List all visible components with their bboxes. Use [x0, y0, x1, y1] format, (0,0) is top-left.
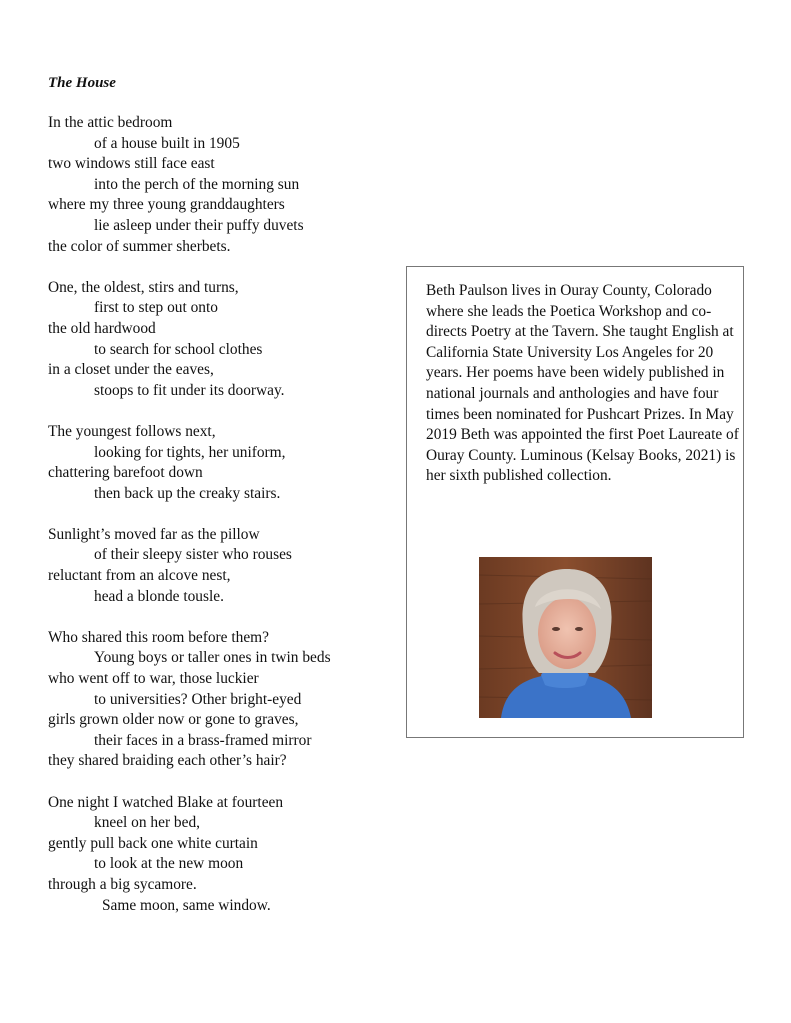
- stanza: [48, 113, 388, 257]
- poem-line: Same moon, same window.: [102, 896, 271, 914]
- stanza: [48, 278, 388, 402]
- poem-line: to look at the new moon: [94, 855, 244, 873]
- poem-title: The House: [48, 75, 116, 91]
- stanza: [48, 422, 388, 504]
- stanza: [48, 525, 388, 607]
- poem-line: where my three young granddaughters: [48, 196, 285, 214]
- author-bio-box: [406, 266, 744, 738]
- stanza: [48, 793, 388, 917]
- poem-line: One night I watched Blake at fourteen: [48, 793, 284, 811]
- poem-line: Who shared this room before them?: [48, 628, 269, 646]
- poem-line: through a big sycamore.: [48, 875, 197, 893]
- poem-line: they shared braiding each other’s hair?: [48, 752, 287, 770]
- poem-line: stoops to fit under its doorway.: [94, 381, 285, 399]
- poem-line: gently pull back one white curtain: [48, 834, 258, 852]
- poem-line: to universities? Other bright-eyed: [94, 690, 302, 708]
- poem-line: chattering barefoot down: [48, 464, 203, 482]
- stanza: [48, 628, 388, 772]
- author-bio-text: Beth Paulson lives in Ouray County, Colorado where she leads the Poetica Workshop and co-directs Poetry at the Tavern. She taught English at California State University Los Angeles for 20 years. Her poems have been widely published in national journals and anthologies and have four times been nominated for Pushcart Prizes. In May 2019 Beth was appointed the first Poet Laureate of Ouray County. Luminous (Kelsay Books, 2021) is her sixth published collection.: [426, 282, 739, 485]
- poem-line: into the perch of the morning sun: [94, 175, 300, 193]
- poem-line: kneel on her bed,: [94, 814, 200, 832]
- poem-line: first to step out onto: [94, 299, 218, 317]
- poem-line: then back up the creaky stairs.: [94, 484, 281, 502]
- poem-line: in a closet under the eaves,: [48, 361, 214, 379]
- poem-line: to search for school clothes: [94, 340, 263, 358]
- poem-line: The youngest follows next,: [48, 422, 216, 440]
- poem-line: two windows still face east: [48, 155, 215, 173]
- poem-line: Sunlight’s moved far as the pillow: [48, 525, 260, 543]
- poem-line: In the attic bedroom: [48, 114, 173, 131]
- poem-line: of a house built in 1905: [94, 134, 240, 152]
- poem-line: reluctant from an alcove nest,: [48, 567, 231, 585]
- poem-line: looking for tights, her uniform,: [94, 443, 286, 461]
- poem-line: Young boys or taller ones in twin beds: [94, 649, 331, 667]
- poem-line: their faces in a brass-framed mirror: [94, 731, 312, 749]
- poem-line: head a blonde tousle.: [94, 587, 224, 605]
- poem-line: lie asleep under their puffy duvets: [94, 216, 304, 234]
- poem-body: [48, 113, 388, 937]
- poem-line: the color of summer sherbets.: [48, 237, 231, 255]
- poem-line: girls grown older now or gone to graves,: [48, 711, 299, 729]
- poem-line: of their sleepy sister who rouses: [94, 546, 292, 564]
- poem-line: the old hardwood: [48, 319, 156, 337]
- poem-line: who went off to war, those luckier: [48, 670, 259, 688]
- author-photo: [479, 557, 652, 718]
- poem-line: One, the oldest, stirs and turns,: [48, 278, 239, 296]
